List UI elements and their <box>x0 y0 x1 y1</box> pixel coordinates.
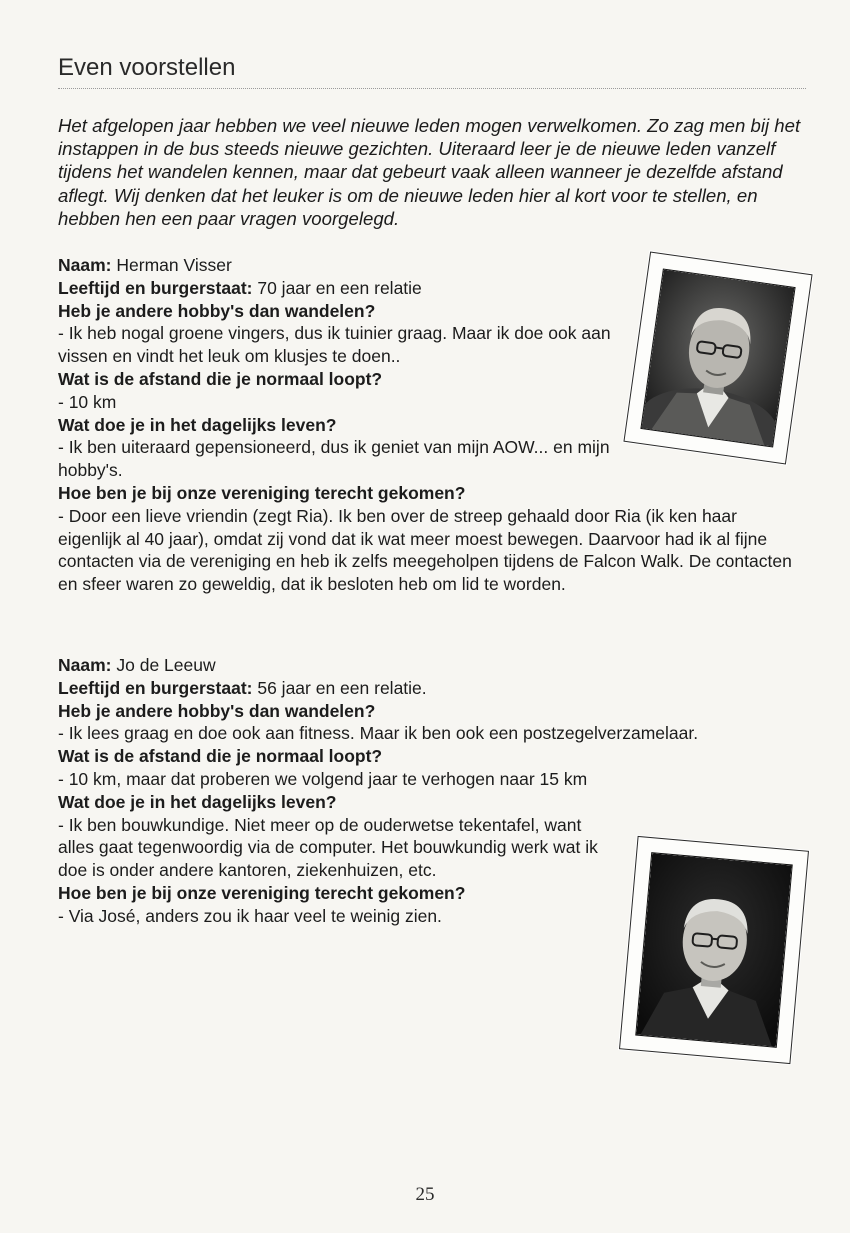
question-daily: Wat doe je in het dagelijks leven? <box>58 791 337 812</box>
photo-herman-visser <box>623 252 812 465</box>
age-value: 56 jaar en een relatie. <box>257 677 427 698</box>
photo-jo-de-leeuw <box>619 836 809 1064</box>
answer-how: - Via José, anders zou ik haar veel te weinig zien. <box>58 905 442 926</box>
name-value: Jo de Leeuw <box>116 655 216 675</box>
page-title: Even voorstellen <box>58 54 236 81</box>
answer-hobby: - Ik heb nogal groene vingers, dus ik tuinier graag. Maar ik doe ook aan vissen en vindt het leuk om klusjes te doen.. <box>58 323 611 367</box>
intro-paragraph: Het afgelopen jaar hebben we veel nieuwe leden mogen verwelkomen. Zo zag men bij het instappen in de bus steeds nieuwe gezichten. Uiteraard leer je de nieuwe leden vanzelf tijdens het wandelen kennen, maar dat gebeurt vaak alleen wanneer je dezelfde afstand aflegt. Wij denken dat het leuker is om de nieuwe leden hier al kort voor te stellen, en hebben hen een paar vragen voorgelegd. <box>58 115 801 229</box>
name-label: Naam: <box>58 255 112 275</box>
question-hobby: Heb je andere hobby's dan wandelen? <box>58 300 376 321</box>
question-how: Hoe ben je bij onze vereniging terecht gekomen? <box>58 882 466 903</box>
answer-daily: - Ik ben uiteraard gepensioneerd, dus ik geniet van mijn AOW... en mijn hobby's. <box>58 437 610 481</box>
age-label: Leeftijd en burgerstaat: <box>58 277 253 298</box>
question-hobby: Heb je andere hobby's dan wandelen? <box>58 700 376 721</box>
age-line <box>58 677 803 700</box>
question-distance: Wat is de afstand die je normaal loopt? <box>58 746 383 767</box>
portrait-jo-image <box>636 853 791 1047</box>
name-value: Herman Visser <box>116 255 232 275</box>
answer-distance: - 10 km <box>58 391 117 412</box>
answer-daily: - Ik ben bouwkundige. Niet meer op de ouderwetse tekentafel, want alles gaat tegenwoordig via de computer. Het bouwkundig werk wat ik doe is onder andere kantoren, ziekenhuizen, etc. <box>58 814 598 881</box>
question-distance: Wat is de afstand die je normaal loopt? <box>58 368 383 389</box>
answer-hobby: - Ik lees graag en doe ook aan fitness. Maar ik ben ook een postzegelverzamelaar. <box>58 723 699 744</box>
answer-how: - Door een lieve vriendin (zegt Ria). Ik ben over de streep gehaald door Ria (ik ken haar eigenlijk al 40 jaar), omdat zij vond dat ik wat meer moest bewegen. Daarvoor had ik al fijne contacten via de vereniging en heb ik zelfs meegeholpen tijdens de Falcon Walk. De contacten en sfeer waren zo geweldig, dat ik besloten heb om lid te worden. <box>58 505 792 595</box>
age-value: 70 jaar en een relatie <box>257 277 422 298</box>
age-label: Leeftijd en burgerstaat: <box>58 677 253 698</box>
answer-distance: - 10 km, maar dat proberen we volgend jaar te verhogen naar 15 km <box>58 768 588 789</box>
question-how: Hoe ben je bij onze vereniging terecht gekomen? <box>58 482 466 503</box>
title-divider <box>58 88 806 89</box>
portrait-herman-image <box>642 270 795 447</box>
name-line <box>58 654 803 677</box>
question-daily: Wat doe je in het dagelijks leven? <box>58 414 337 435</box>
name-label: Naam: <box>58 655 112 675</box>
page-number: 25 <box>415 1184 435 1205</box>
